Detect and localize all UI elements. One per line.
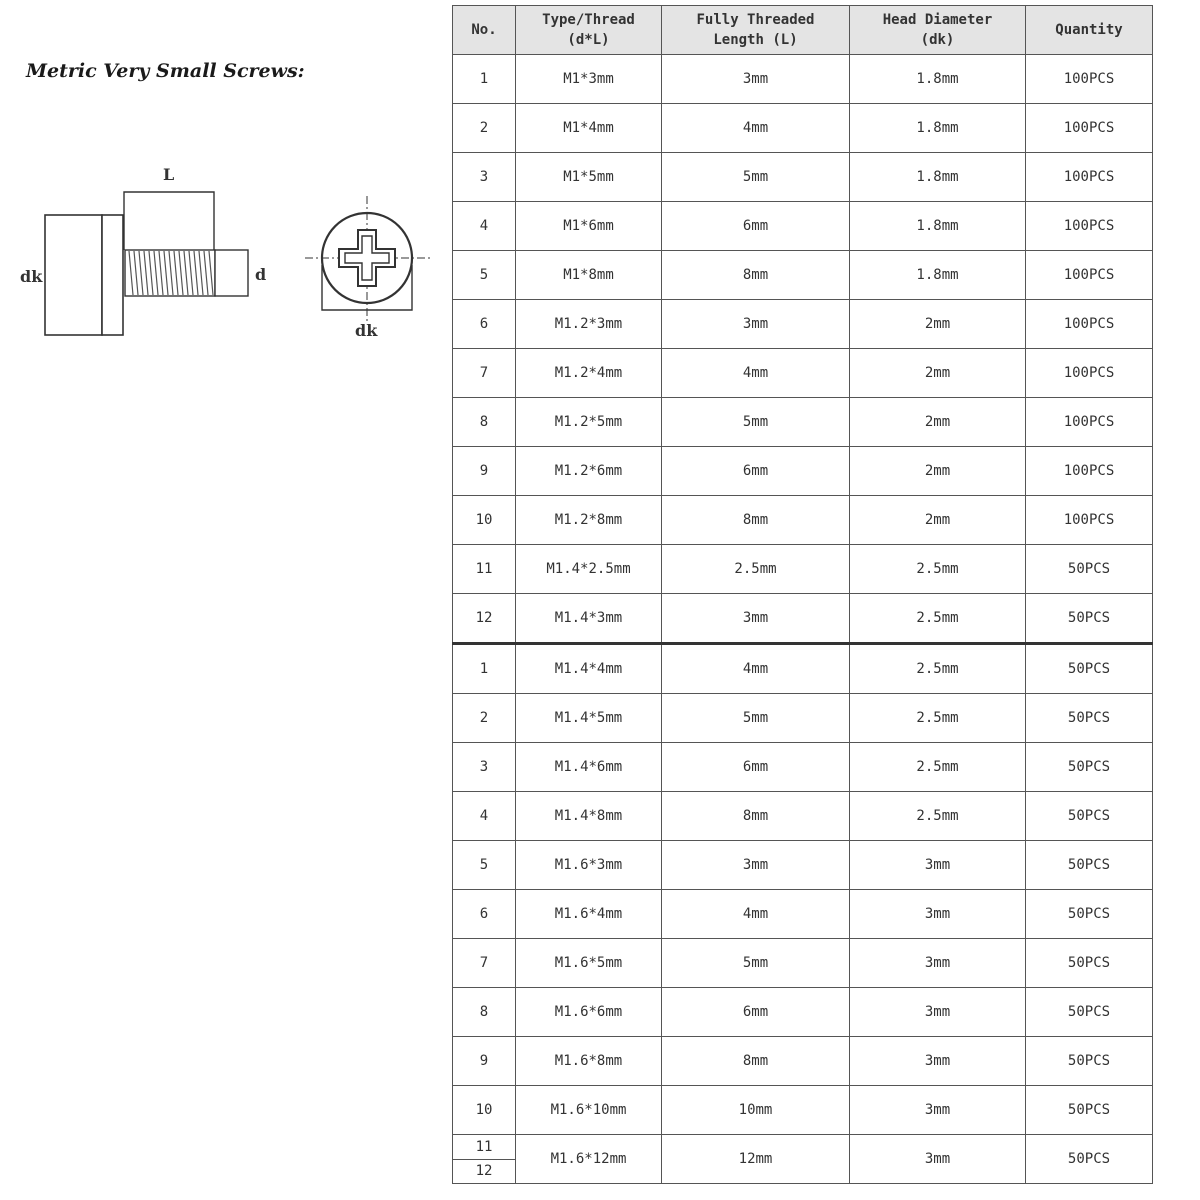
cell-quantity: 50PCS xyxy=(1026,1135,1153,1184)
cell-head-diameter: 1.8mm xyxy=(850,153,1026,202)
cell-type: M1.2*4mm xyxy=(516,349,662,398)
cell-no: 9 xyxy=(453,1037,516,1086)
cell-type: M1*8mm xyxy=(516,251,662,300)
table-row xyxy=(453,300,1153,349)
cell-head-diameter: 3mm xyxy=(850,841,1026,890)
header-line: (dk) xyxy=(920,32,955,48)
cell-type: M1.2*8mm xyxy=(516,496,662,545)
cell-no: 4 xyxy=(453,202,516,251)
header-head xyxy=(850,6,1026,55)
cell-head-diameter: 2.5mm xyxy=(850,594,1026,644)
cell-head-diameter: 3mm xyxy=(850,890,1026,939)
table-row xyxy=(453,1135,1153,1184)
cell-head-diameter: 3mm xyxy=(850,988,1026,1037)
cell-length: 3mm xyxy=(662,300,850,349)
header-line: (d*L) xyxy=(567,32,610,48)
cell-no: 5 xyxy=(453,841,516,890)
cell-no: 3 xyxy=(453,153,516,202)
table-row xyxy=(453,202,1153,251)
table-row xyxy=(453,1086,1153,1135)
spec-table xyxy=(452,5,1153,1184)
cell-quantity: 50PCS xyxy=(1026,743,1153,792)
cell-type: M1.6*12mm xyxy=(516,1135,662,1184)
cell-no: 11 xyxy=(453,545,516,594)
cell-quantity: 50PCS xyxy=(1026,792,1153,841)
cell-type: M1.2*5mm xyxy=(516,398,662,447)
header-line: Fully Threaded xyxy=(696,12,815,28)
cell-no: 10 xyxy=(453,496,516,545)
cell-type: M1*4mm xyxy=(516,104,662,153)
head-diameter-front-label: dk xyxy=(355,321,378,340)
cell-head-diameter: 2mm xyxy=(850,349,1026,398)
cell-quantity: 100PCS xyxy=(1026,251,1153,300)
screw-drawing xyxy=(0,140,440,360)
table-row xyxy=(453,792,1153,841)
cell-length: 4mm xyxy=(662,349,850,398)
cell-quantity: 50PCS xyxy=(1026,890,1153,939)
cell-type: M1*3mm xyxy=(516,55,662,104)
cell-head-diameter: 1.8mm xyxy=(850,104,1026,153)
cell-type: M1.4*2.5mm xyxy=(516,545,662,594)
table-row xyxy=(453,1037,1153,1086)
cell-length: 5mm xyxy=(662,398,850,447)
table-row xyxy=(453,251,1153,300)
table-row xyxy=(453,939,1153,988)
cell-type: M1.4*4mm xyxy=(516,644,662,694)
cell-no: 7 xyxy=(453,349,516,398)
cell-head-diameter: 2mm xyxy=(850,300,1026,349)
table-row xyxy=(453,398,1153,447)
table-row xyxy=(453,153,1153,202)
cell-length: 5mm xyxy=(662,153,850,202)
cell-quantity: 100PCS xyxy=(1026,55,1153,104)
cell-quantity: 100PCS xyxy=(1026,496,1153,545)
cell-no-part: 12 xyxy=(453,1159,515,1184)
cell-head-diameter: 2mm xyxy=(850,447,1026,496)
cell-quantity: 50PCS xyxy=(1026,644,1153,694)
cell-quantity: 50PCS xyxy=(1026,988,1153,1037)
cell-length: 8mm xyxy=(662,251,850,300)
cell-type: M1.6*5mm xyxy=(516,939,662,988)
cell-no-part: 11 xyxy=(475,1138,493,1155)
table-header-row xyxy=(453,6,1153,55)
cell-no: 7 xyxy=(453,939,516,988)
cell-type: M1.4*5mm xyxy=(516,694,662,743)
cell-quantity: 50PCS xyxy=(1026,841,1153,890)
cell-length: 3mm xyxy=(662,841,850,890)
table-row xyxy=(453,644,1153,694)
cell-no: 9 xyxy=(453,447,516,496)
cell-type: M1.4*3mm xyxy=(516,594,662,644)
cell-length: 6mm xyxy=(662,988,850,1037)
table-row xyxy=(453,988,1153,1037)
length-label: L xyxy=(163,165,175,184)
header-length xyxy=(662,6,850,55)
cell-length: 4mm xyxy=(662,104,850,153)
table-row xyxy=(453,104,1153,153)
page-title: Metric Very Small Screws: xyxy=(26,60,305,82)
cell-head-diameter: 1.8mm xyxy=(850,55,1026,104)
cell-length: 8mm xyxy=(662,496,850,545)
cell-head-diameter: 2.5mm xyxy=(850,644,1026,694)
cell-head-diameter: 2.5mm xyxy=(850,743,1026,792)
cell-no: 1 xyxy=(453,55,516,104)
cell-head-diameter: 2.5mm xyxy=(850,792,1026,841)
cell-head-diameter: 3mm xyxy=(850,1037,1026,1086)
header-no xyxy=(453,6,516,55)
cell-quantity: 50PCS xyxy=(1026,594,1153,644)
cell-head-diameter: 2mm xyxy=(850,398,1026,447)
cell-no: 4 xyxy=(453,792,516,841)
cell-quantity: 50PCS xyxy=(1026,1086,1153,1135)
cell-type: M1.6*6mm xyxy=(516,988,662,1037)
cell-quantity: 100PCS xyxy=(1026,349,1153,398)
table-row xyxy=(453,694,1153,743)
cell-head-diameter: 1.8mm xyxy=(850,251,1026,300)
header-line: Quantity xyxy=(1055,22,1123,38)
cell-quantity: 50PCS xyxy=(1026,939,1153,988)
cell-no: 8 xyxy=(453,988,516,1037)
cell-head-diameter: 3mm xyxy=(850,939,1026,988)
cell-head-diameter: 2.5mm xyxy=(850,545,1026,594)
cell-no: 2 xyxy=(453,104,516,153)
cell-length: 12mm xyxy=(662,1135,850,1184)
cell-head-diameter: 2.5mm xyxy=(850,694,1026,743)
cell-type: M1.6*4mm xyxy=(516,890,662,939)
cell-head-diameter: 2mm xyxy=(850,496,1026,545)
table-row xyxy=(453,594,1153,644)
cell-type: M1.6*3mm xyxy=(516,841,662,890)
header-line: No. xyxy=(471,22,497,38)
cell-length: 6mm xyxy=(662,743,850,792)
cell-quantity: 100PCS xyxy=(1026,447,1153,496)
cell-length: 3mm xyxy=(662,594,850,644)
cell-length: 6mm xyxy=(662,447,850,496)
cell-length: 2.5mm xyxy=(662,545,850,594)
cell-no: 8 xyxy=(453,398,516,447)
cell-length: 6mm xyxy=(662,202,850,251)
cell-length: 4mm xyxy=(662,644,850,694)
cell-type: M1.4*8mm xyxy=(516,792,662,841)
head-diameter-label: dk xyxy=(20,267,43,286)
cell-length: 8mm xyxy=(662,792,850,841)
cell-head-diameter: 1.8mm xyxy=(850,202,1026,251)
cell-no: 10 xyxy=(453,1086,516,1135)
cell-type: M1.2*3mm xyxy=(516,300,662,349)
cell-quantity: 50PCS xyxy=(1026,1037,1153,1086)
cell-quantity: 50PCS xyxy=(1026,545,1153,594)
header-line: Head Diameter xyxy=(882,12,993,28)
cell-quantity: 100PCS xyxy=(1026,202,1153,251)
cell-length: 8mm xyxy=(662,1037,850,1086)
table-row xyxy=(453,349,1153,398)
cell-length: 4mm xyxy=(662,890,850,939)
cell-head-diameter: 3mm xyxy=(850,1086,1026,1135)
cell-quantity: 100PCS xyxy=(1026,398,1153,447)
cell-no: 1 xyxy=(453,644,516,694)
table-row xyxy=(453,545,1153,594)
cell-length: 10mm xyxy=(662,1086,850,1135)
cell-type: M1.4*6mm xyxy=(516,743,662,792)
cell-head-diameter: 3mm xyxy=(850,1135,1026,1184)
header-type xyxy=(516,6,662,55)
cell-no xyxy=(453,1135,516,1184)
cell-quantity: 100PCS xyxy=(1026,153,1153,202)
header-line: Type/Thread xyxy=(542,12,635,28)
cell-no: 6 xyxy=(453,300,516,349)
cell-no: 12 xyxy=(453,594,516,644)
table-row xyxy=(453,55,1153,104)
cell-type: M1.6*8mm xyxy=(516,1037,662,1086)
table-row xyxy=(453,743,1153,792)
header-line: Length (L) xyxy=(713,32,798,48)
cell-quantity: 100PCS xyxy=(1026,104,1153,153)
cell-no: 3 xyxy=(453,743,516,792)
header-qty xyxy=(1026,6,1153,55)
cell-quantity: 50PCS xyxy=(1026,694,1153,743)
cell-type: M1.6*10mm xyxy=(516,1086,662,1135)
cell-quantity: 100PCS xyxy=(1026,300,1153,349)
cell-length: 5mm xyxy=(662,939,850,988)
table-row xyxy=(453,447,1153,496)
cell-type: M1*6mm xyxy=(516,202,662,251)
thread-diameter-label: d xyxy=(255,265,267,284)
table-row xyxy=(453,841,1153,890)
cell-no: 5 xyxy=(453,251,516,300)
screw-diagram xyxy=(0,140,440,360)
table-row xyxy=(453,890,1153,939)
table-row xyxy=(453,496,1153,545)
cell-length: 3mm xyxy=(662,55,850,104)
cell-type: M1.2*6mm xyxy=(516,447,662,496)
cell-no: 2 xyxy=(453,694,516,743)
cell-no: 6 xyxy=(453,890,516,939)
cell-length: 5mm xyxy=(662,694,850,743)
cell-type: M1*5mm xyxy=(516,153,662,202)
